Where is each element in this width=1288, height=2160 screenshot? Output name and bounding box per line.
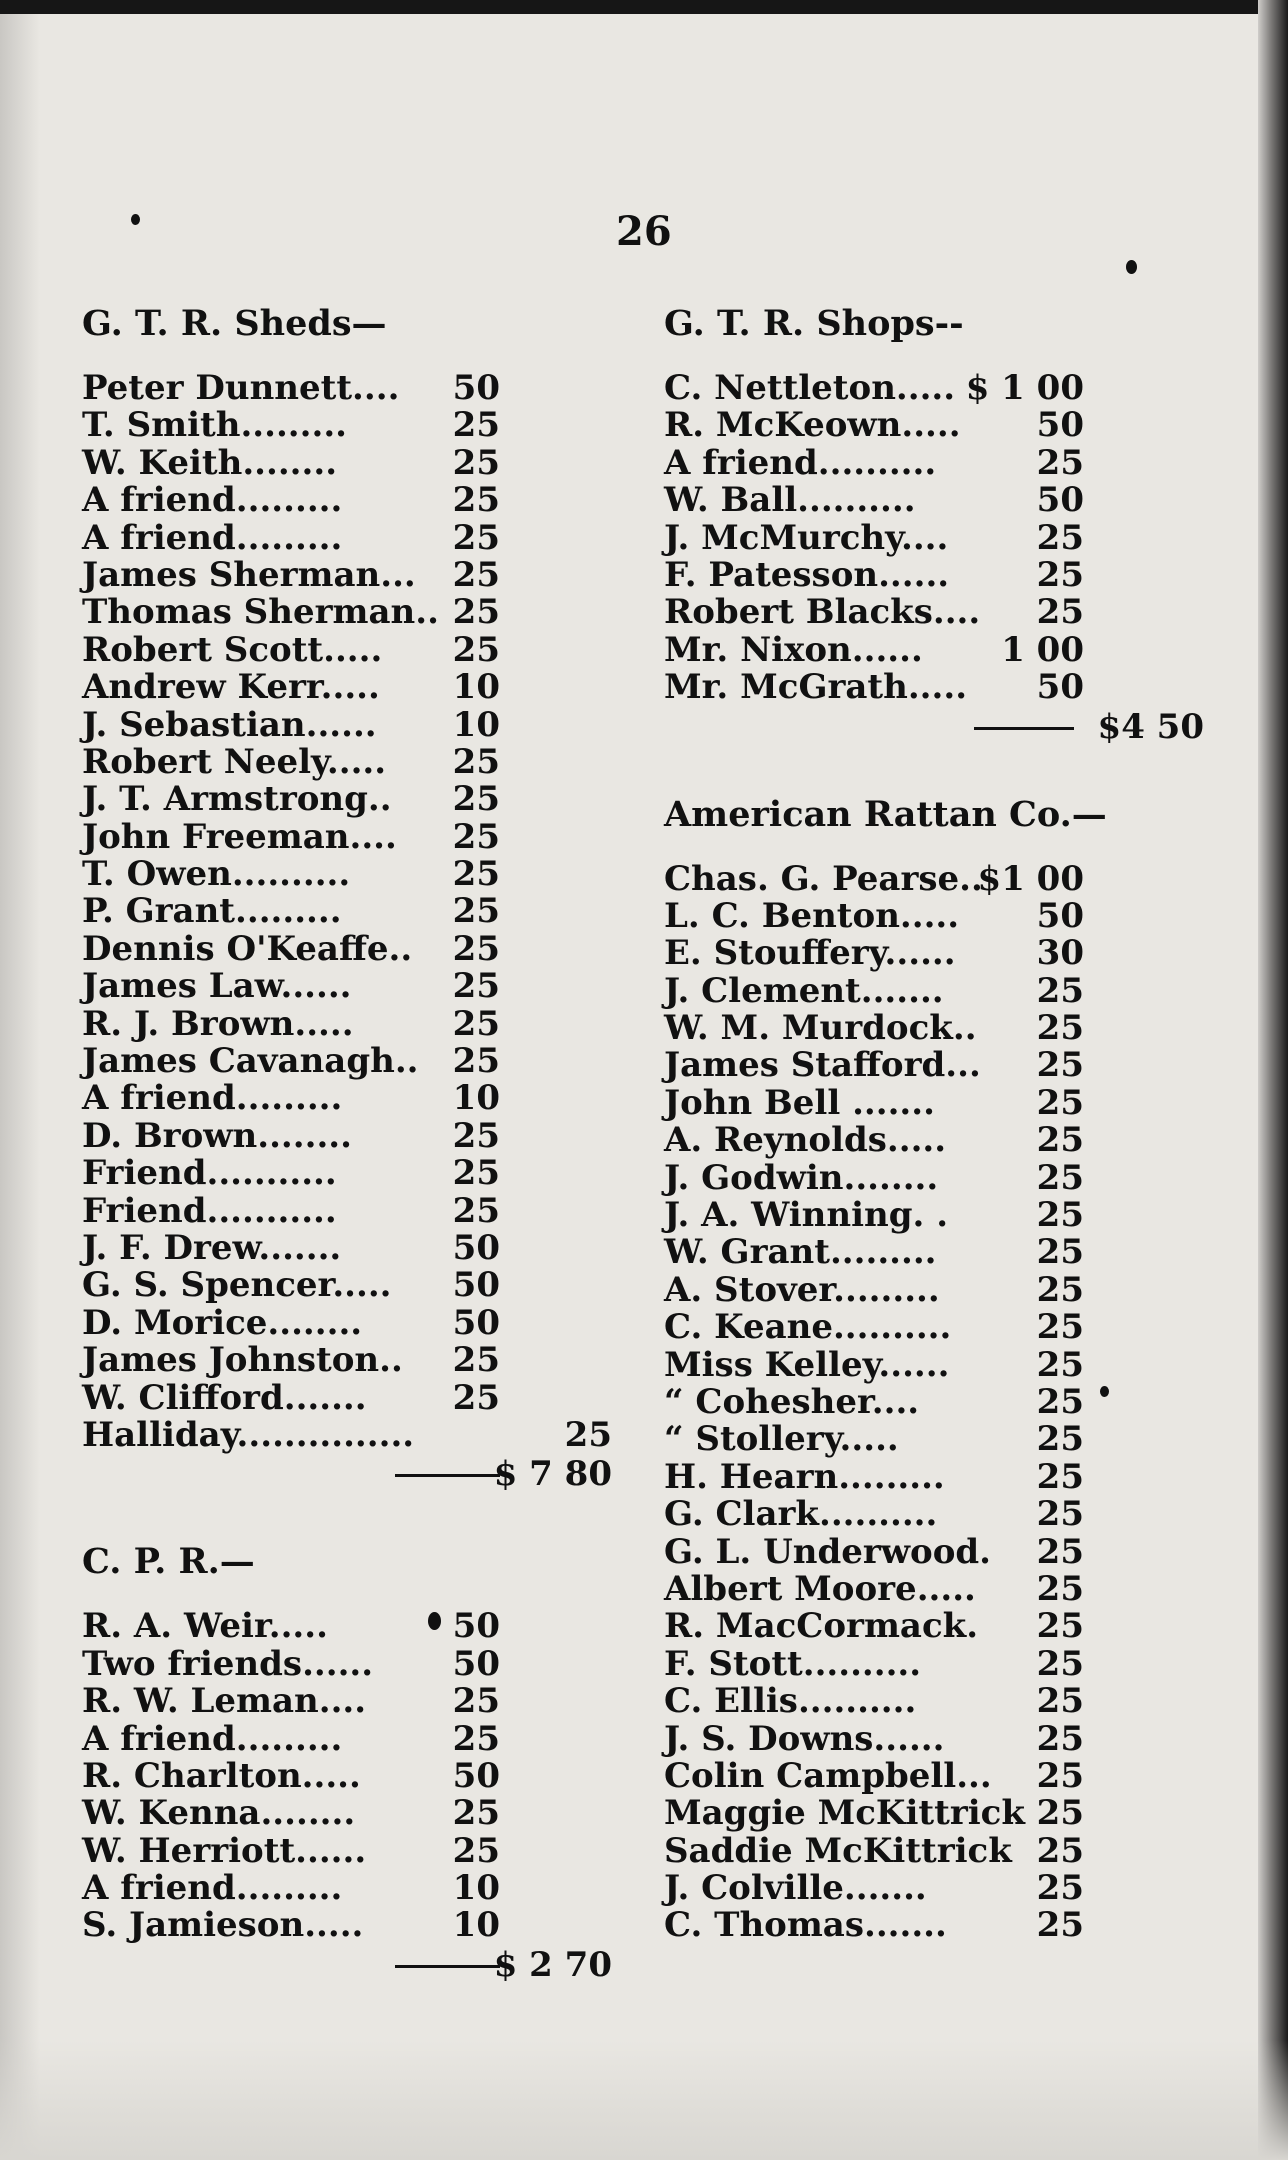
contributor-name: James Stafford... [664,1045,981,1086]
contribution-row [82,482,612,519]
contributor-name: A friend.......... [664,442,937,483]
contribution-amount: 25 [452,741,500,782]
ink-speck [131,214,140,225]
page-bottom-shade [0,2040,1288,2160]
contribution-row [664,935,1204,972]
section-total: $ 2 70 [493,1944,612,1985]
contribution-row [664,970,1204,1011]
contributor-name: F. Stott.......... [664,1643,922,1684]
contribution-row [664,1082,1204,1123]
contributor-name: D. Morice........ [82,1302,363,1343]
contributor-name: Robert Blacks.... [664,592,981,633]
contribution-row [664,1830,1204,1871]
contribution-row [664,1683,1204,1720]
contribution-row [664,594,1204,631]
contributor-name: P. Grant......... [82,891,342,932]
ink-speck [1126,260,1137,274]
contribution-row [664,1197,1204,1234]
contribution-row [664,1568,1204,1609]
contribution-amount: 25 [1036,1419,1084,1460]
contribution-amount: 25 [1036,554,1084,595]
contribution-amount: $ 1 00 [965,368,1084,408]
contribution-row [82,554,612,595]
contribution-amount: 25 [452,1041,500,1082]
contribution-amount: 25 [452,928,500,969]
contributor-name: C. Keane.......... [664,1307,952,1348]
contributor-name: Colin Campbell... [664,1755,992,1796]
page-left-shadow [0,0,40,2160]
contribution-amount: 25 [452,405,500,446]
contributor-name: Thomas Sherman.. [82,592,439,633]
contribution-row [82,1377,612,1418]
contributor-name: T. Owen.......... [82,854,351,895]
contribution-amount: 25 [1036,442,1084,483]
contribution-row [82,1115,612,1156]
contribution-row [664,517,1204,558]
contributor-name: J. Clement....... [664,970,944,1011]
contribution-amount: 10 [452,1905,500,1946]
contribution-row [664,1608,1204,1645]
contributor-name: A friend......... [82,1718,343,1759]
contribution-amount: 25 [452,1003,500,1044]
contributor-name: Dennis O'Keaffe.. [82,928,413,969]
contribution-amount: 25 [452,1153,500,1194]
contribution-row [82,893,612,930]
contribution-row [82,781,612,818]
contribution-amount: 25 [452,816,500,857]
contribution-amount: 25 [1036,1232,1084,1273]
contribution-amount: 25 [452,854,500,895]
contributor-name: T. Smith......... [82,405,347,446]
contributor-name: J. Sebastian...... [82,704,377,745]
contributor-name: D. Brown........ [82,1115,352,1156]
contribution-amount: 25 [452,1718,500,1759]
contribution-row [82,1227,612,1268]
contribution-row [664,1269,1204,1310]
contribution-amount: 50 [452,1755,500,1796]
section-heading: G. T. R. Shops-- [664,303,964,344]
contribution-amount: 10 [452,667,500,708]
contributor-name: J. McMurchy.... [664,517,949,558]
contribution-row [82,1080,612,1117]
contribution-amount: 50 [1036,895,1084,936]
contribution-row [664,1907,1204,1944]
contribution-amount: 25 [1036,1718,1084,1759]
contribution-row [664,1344,1204,1385]
contribution-amount: 25 [452,554,500,595]
contributor-name: J. Colville....... [664,1868,927,1909]
contributor-name: C. Nettleton..... [664,368,956,408]
contribution-amount: 25 [452,891,500,932]
contribution-amount: 50 [452,1643,500,1684]
contribution-row [82,741,612,782]
contribution-amount: 10 [452,704,500,745]
contribution-amount: 50 [452,1606,500,1647]
contributor-name: R. MacCormack. [664,1606,979,1647]
contributor-name: James Cavanagh.. [82,1041,419,1082]
contributor-name: Mr. McGrath..... [664,667,968,708]
contribution-row [82,1718,612,1759]
contribution-amount: 25 [1036,1494,1084,1535]
contribution-row [664,1643,1204,1684]
contribution-amount: 25 [452,442,500,483]
contribution-amount: 25 [1036,1568,1084,1609]
contribution-amount: 25 [1036,1269,1084,1310]
contributor-name: W. M. Murdock.. [664,1008,977,1049]
contribution-row [664,1421,1204,1458]
section-total-row [82,1945,612,1985]
contributor-name: W. Grant......... [664,1232,937,1273]
contributor-name: W. Ball.......... [664,480,916,521]
contribution-row [82,1907,612,1944]
contributor-name: Chas. G. Pearse.. [664,858,983,899]
contribution-amount: 25 [1036,1531,1084,1572]
contribution-row [82,1267,612,1304]
contribution-row [82,442,612,483]
contribution-amount: 25 [452,779,500,820]
contributor-name: J. A. Winning. . [664,1195,949,1236]
contribution-amount: 25 [1036,1120,1084,1161]
contributor-name: James Johnston.. [82,1340,403,1381]
contributor-name: R. W. Leman.... [82,1681,367,1722]
contributor-name: Andrew Kerr..... [82,667,380,708]
contribution-row [82,1302,612,1343]
contribution-row [82,517,612,558]
contribution-amount: 25 [1036,1643,1084,1684]
contribution-amount: 25 [1036,1456,1084,1497]
contribution-amount: 25 [452,592,500,633]
contributor-name: Albert Moore..... [664,1568,976,1609]
contribution-row [664,482,1204,519]
contributor-name: A friend......... [82,480,343,521]
contribution-row [664,1870,1204,1907]
contribution-row [664,442,1204,483]
contribution-row [664,629,1204,670]
contribution-amount: 25 [1036,1307,1084,1348]
scan-top-border [0,0,1288,14]
contribution-amount: 25 [1036,517,1084,558]
contribution-amount: 25 [452,1377,500,1418]
section-total: $4 50 [1097,706,1204,747]
contribution-amount: 25 [1036,1905,1084,1946]
contribution-amount: 25 [452,1190,500,1231]
contribution-row [664,407,1204,444]
contribution-row [664,1047,1204,1084]
total-rule [974,727,1074,730]
contribution-row [664,1381,1204,1422]
contributor-name: S. Jamieson..... [82,1905,364,1946]
contributor-name: L. C. Benton..... [664,895,960,936]
contribution-amount: 25 [1036,970,1084,1011]
contribution-amount: 25 [452,1830,500,1871]
contribution-amount: 25 [1036,1681,1084,1722]
contributor-name: C. Thomas....... [664,1905,947,1946]
contribution-amount: 25 [1036,1195,1084,1236]
contribution-amount: 25 [452,1340,500,1381]
contributor-name: J. S. Downs...... [664,1718,945,1759]
contribution-amount: 50 [452,1227,500,1268]
contribution-row [664,1234,1204,1271]
contribution-amount: 25 [1036,1344,1084,1385]
contribution-row [82,594,612,631]
contributor-name: E. Stouffery...... [664,933,956,974]
contribution-row [82,1870,612,1907]
contribution-row [82,928,612,969]
contribution-row [82,856,612,893]
contributor-name: A friend......... [82,517,343,558]
contribution-row [664,895,1204,936]
contributor-name: A friend......... [82,1078,343,1119]
contribution-row [664,858,1204,899]
contribution-row [664,1309,1204,1346]
section-total: $ 7 80 [493,1454,612,1495]
contribution-row [664,1718,1204,1759]
contribution-row [664,370,1204,407]
contributor-name: Two friends...... [82,1643,374,1684]
total-rule [395,1474,500,1477]
contribution-amount: 25 [452,629,500,670]
contributor-name: W. Kenna........ [82,1793,356,1834]
contributor-name: C. Ellis.......... [664,1681,917,1722]
contribution-amount: 25 [452,966,500,1007]
contribution-row [82,704,612,745]
contributor-name: A. Stover......... [664,1269,940,1310]
contributor-name: F. Patesson...... [664,554,950,595]
contribution-row [82,816,612,857]
contribution-row [664,1795,1204,1832]
contribution-amount: 25 [452,480,500,521]
contributor-name: A friend......... [82,1868,343,1909]
page-right-shadow [1258,0,1288,2160]
contributor-name: Mr. Nixon...... [664,629,923,670]
contribution-amount: 25 [564,1414,612,1455]
contribution-row [82,1190,612,1231]
contributor-name: G. Clark.......... [664,1494,938,1535]
contribution-row [82,1830,612,1871]
page-number: 26 [616,208,672,255]
contributor-name: G. L. Underwood. [664,1531,992,1572]
section-heading: G. T. R. Sheds— [82,303,387,344]
contributor-name: H. Hearn......... [664,1456,945,1497]
right-column [664,296,1204,1945]
contributor-name: W. Herriott...... [82,1830,367,1871]
contribution-row [82,370,612,407]
contribution-amount: 1 00 [1001,629,1084,670]
contributor-name: Robert Neely..... [82,741,387,782]
contribution-row [82,1003,612,1044]
contribution-row [82,1342,612,1379]
contribution-row [82,407,612,444]
contribution-row [664,1122,1204,1159]
contributor-name: J. T. Armstrong.. [82,779,392,820]
contribution-amount: 25 [1036,1082,1084,1123]
contributor-name: Maggie McKittrick [664,1793,1025,1834]
contribution-row [82,1608,612,1645]
contributor-name: R. J. Brown..... [82,1003,354,1044]
contribution-amount: 10 [452,1868,500,1909]
contribution-amount: 25 [452,1681,500,1722]
contribution-row [82,669,612,706]
contribution-row [664,1010,1204,1047]
contribution-row [82,968,612,1005]
contribution-amount: 50 [1036,405,1084,446]
contributor-name: John Freeman.... [82,816,397,857]
contribution-amount: 25 [1036,1830,1084,1871]
section-total-row [664,707,1204,747]
contribution-amount: 10 [452,1078,500,1119]
contribution-amount: 25 [452,517,500,558]
contribution-amount: 50 [452,1265,500,1306]
contribution-row [82,1795,612,1832]
contribution-row [664,1755,1204,1796]
contribution-amount: 50 [1036,480,1084,521]
contribution-amount: $1 00 [977,858,1084,899]
contributor-name: J. F. Drew....... [82,1227,342,1268]
left-column [82,296,612,1985]
contribution-row [664,669,1204,706]
contributor-name: Saddie McKittrick [664,1830,1012,1871]
section-heading: C. P. R.— [82,1541,255,1583]
contributor-name: James Sherman... [82,554,416,595]
contributor-name: R. A. Weir..... [82,1606,328,1647]
contribution-row [664,1531,1204,1572]
contribution-amount: 25 [452,1115,500,1156]
contribution-row [82,629,612,670]
total-rule [395,1965,500,1968]
contribution-amount: 30 [1036,933,1084,974]
contribution-amount: 25 [1036,1008,1084,1049]
contribution-row [82,1643,612,1684]
contributor-name: Robert Scott..... [82,629,383,670]
contributor-name: Miss Kelley...... [664,1344,950,1385]
contributor-name: Halliday............... [82,1414,415,1455]
contribution-row [664,1496,1204,1533]
contributor-name: W. Keith........ [82,442,338,483]
contribution-amount: 50 [1036,667,1084,708]
contribution-amount: 25 [1036,1793,1084,1834]
contributor-name: R. Charlton..... [82,1755,361,1796]
contribution-amount: 50 [452,1302,500,1343]
contributor-name: James Law...... [82,966,352,1007]
contribution-row [82,1155,612,1192]
contribution-row [82,1683,612,1720]
contributor-name: “ Stollery..... [664,1419,899,1460]
section-total-row [82,1454,612,1494]
contribution-row [82,1755,612,1796]
contributor-name: W. Clifford....... [82,1377,367,1418]
contribution-amount: 25 [1036,1606,1084,1647]
contributor-name: Peter Dunnett.... [82,368,400,408]
contributor-name: John Bell ....... [664,1082,935,1123]
section-heading: American Rattan Co.— [664,793,1107,835]
contribution-row [82,1414,612,1455]
contribution-amount: 25 [1036,1157,1084,1198]
contributor-name: R. McKeown..... [664,405,961,446]
contribution-amount: 25 [1036,1381,1084,1422]
contribution-amount: 25 [1036,1868,1084,1909]
contributor-name: A. Reynolds..... [664,1120,947,1161]
contributor-name: “ Cohesher.... [664,1381,920,1422]
contribution-row [664,1157,1204,1198]
contribution-amount: 25 [1036,592,1084,633]
contribution-row [664,554,1204,595]
contributor-name: Friend........... [82,1153,337,1194]
contributor-name: J. Godwin........ [664,1157,939,1198]
contribution-row [82,1043,612,1080]
contributor-name: G. S. Spencer..... [82,1265,392,1306]
contributor-name: Friend........... [82,1190,337,1231]
contribution-amount: 50 [452,368,500,408]
contribution-amount: 25 [452,1793,500,1834]
contribution-amount: 25 [1036,1755,1084,1796]
contribution-amount: 25 [1036,1045,1084,1086]
contribution-row [664,1456,1204,1497]
